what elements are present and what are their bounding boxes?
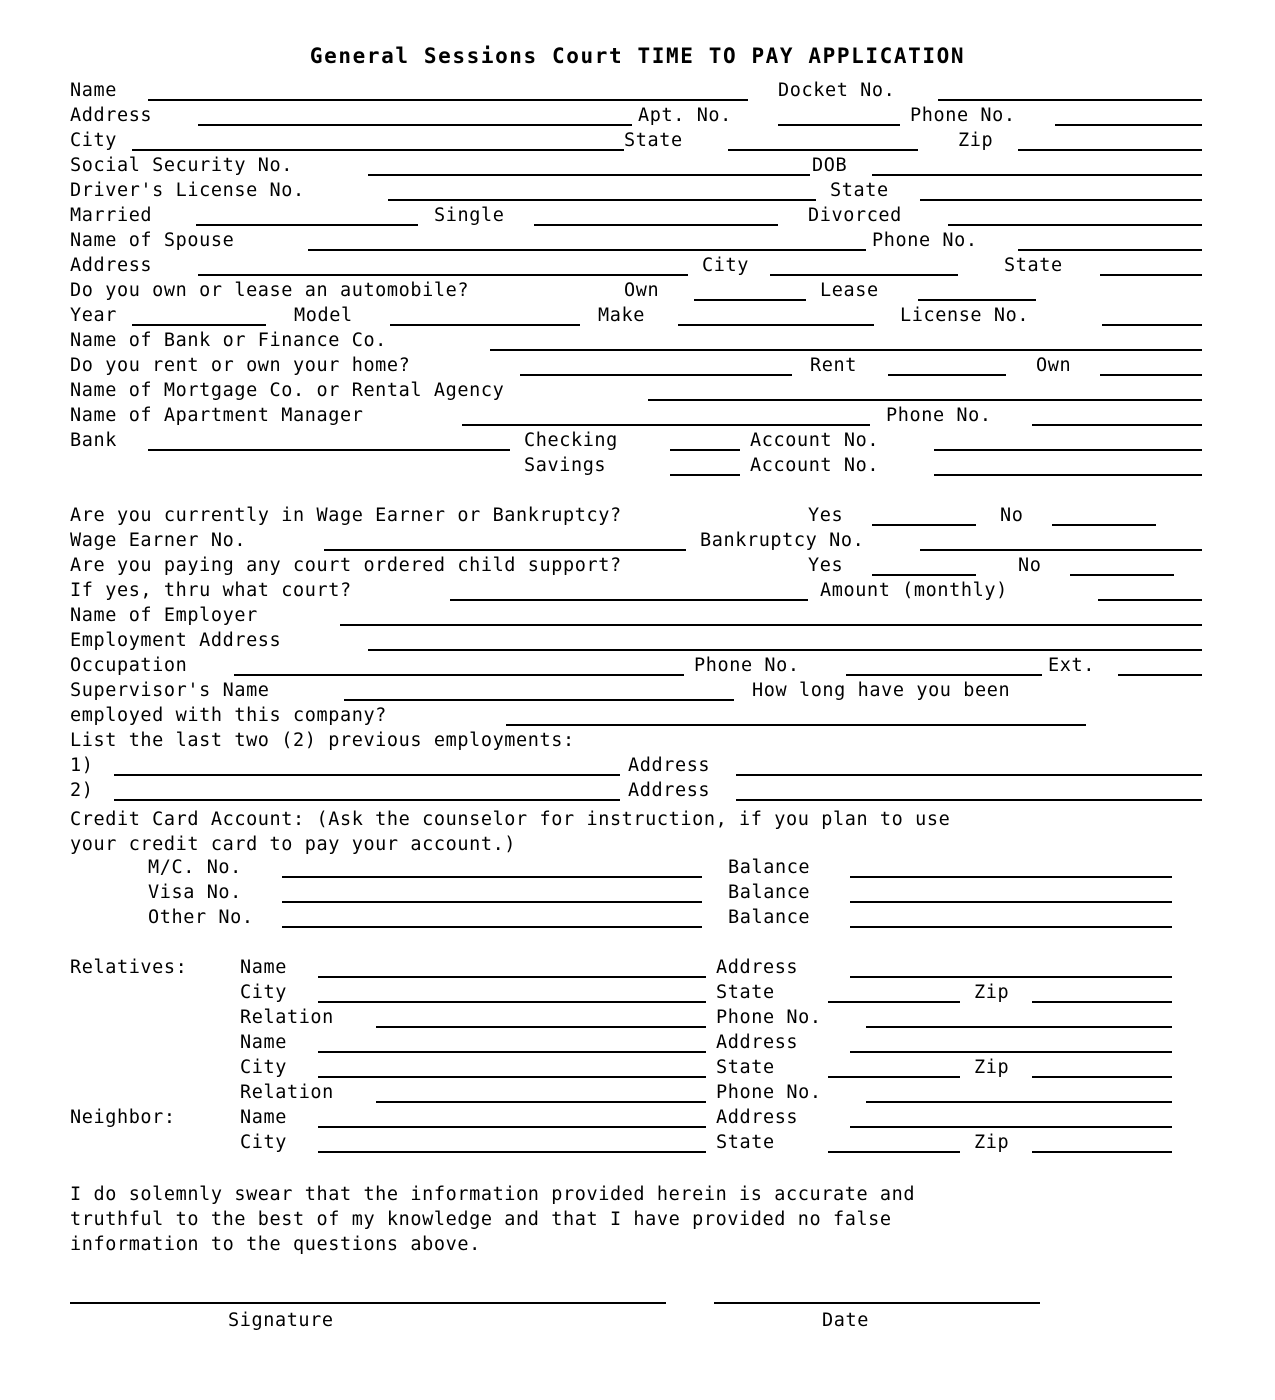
form-row-wage-earner-no <box>0 530 1275 555</box>
label-prev-employment-2-address: Address <box>628 780 711 801</box>
label-occupation-phone-no: Phone No. <box>694 655 800 676</box>
field-bank-or-finance-co[interactable] <box>490 349 1202 351</box>
label-relative-1-phone: Phone No. <box>716 1007 822 1028</box>
form-row-child-support-court <box>0 580 1275 605</box>
form-row-relative-2-name <box>0 1032 1275 1057</box>
field-amount-monthly[interactable] <box>1098 599 1202 601</box>
label-bankruptcy-no: Bankruptcy No. <box>700 530 865 551</box>
field-spouse-address[interactable] <box>198 274 688 276</box>
oath-line-1: I do solemnly swear that the information provided herein is accurate and <box>70 1184 916 1205</box>
field-employment-address[interactable] <box>368 649 1202 651</box>
label-prev-employment-2: 2) <box>70 780 94 801</box>
field-relative-2-name[interactable] <box>318 1051 706 1053</box>
label-drivers-license-no: Driver's License No. <box>70 180 305 201</box>
form-row-name <box>0 80 1275 105</box>
field-relative-2-phone[interactable] <box>866 1101 1172 1103</box>
field-wage-earner-no[interactable] <box>1052 524 1156 526</box>
label-if-yes-thru-what-court: If yes, thru what court? <box>70 580 352 601</box>
form-row-bank-savings <box>0 455 1275 480</box>
label-social-security-no: Social Security No. <box>70 155 294 176</box>
form-row-supervisor-name <box>0 680 1275 705</box>
field-relative-1-zip[interactable] <box>1032 1001 1172 1003</box>
label-neighbor-zip: Zip <box>974 1132 1010 1153</box>
field-occupation[interactable] <box>234 674 684 676</box>
label-account-no-savings: Account No. <box>750 455 880 476</box>
field-prev-employment-1-address[interactable] <box>736 774 1202 776</box>
label-spouse-phone-no: Phone No. <box>872 230 978 251</box>
label-relative-1-name: Name <box>240 957 287 978</box>
field-how-long-employed[interactable] <box>506 724 1086 726</box>
label-relative-2-zip: Zip <box>974 1057 1010 1078</box>
label-wage-earner-no-field: Wage Earner No. <box>70 530 247 551</box>
oath-line-2: truthful to the best of my knowledge and that I have provided no false <box>70 1209 892 1230</box>
form-row-marital-status <box>0 205 1275 230</box>
label-relative-1-state: State <box>716 982 775 1003</box>
label-address: Address <box>70 105 153 126</box>
form-row-neighbor-name <box>0 1107 1275 1132</box>
field-signature[interactable] <box>70 1302 666 1304</box>
label-city: City <box>70 130 117 151</box>
label-relative-2-state: State <box>716 1057 775 1078</box>
field-city[interactable] <box>132 149 624 151</box>
label-relatives: Relatives: <box>70 957 188 978</box>
field-neighbor-zip[interactable] <box>1032 1151 1172 1153</box>
field-relative-2-city[interactable] <box>318 1076 706 1078</box>
field-drivers-license-no[interactable] <box>388 199 816 201</box>
form-row-bank-finance-co <box>0 330 1275 355</box>
field-neighbor-city[interactable] <box>318 1151 706 1153</box>
label-relative-2-phone: Phone No. <box>716 1082 822 1103</box>
label-bank-or-finance-co: Name of Bank or Finance Co. <box>70 330 387 351</box>
field-relative-1-relation[interactable] <box>376 1026 706 1028</box>
label-mortgage-co: Name of Mortgage Co. or Rental Agency <box>70 380 505 401</box>
form-row-child-support-question <box>0 555 1275 580</box>
field-auto-lease[interactable] <box>918 299 1036 301</box>
field-year[interactable] <box>132 324 266 326</box>
form-row-spouse-name <box>0 230 1275 255</box>
field-date[interactable] <box>714 1302 1040 1304</box>
label-wage-earner-question: Are you currently in Wage Earner or Bankruptcy? <box>70 505 622 526</box>
label-prev-employment-1: 1) <box>70 755 94 776</box>
field-neighbor-address[interactable] <box>850 1126 1172 1128</box>
field-name-of-employer[interactable] <box>340 624 1202 626</box>
form-row-previous-employment-2 <box>0 780 1275 805</box>
field-relative-1-state[interactable] <box>828 1001 960 1003</box>
label-relative-1-relation: Relation <box>240 1007 334 1028</box>
form-row-apartment-manager <box>0 405 1275 430</box>
form-row-how-long-employed <box>0 705 1275 730</box>
label-child-support-question: Are you paying any court ordered child support? <box>70 555 622 576</box>
form-row-relative-2-relation <box>0 1082 1275 1107</box>
label-apt-no: Apt. No. <box>638 105 732 126</box>
field-mc-no[interactable] <box>282 876 702 878</box>
field-other-no[interactable] <box>282 926 702 928</box>
label-wage-earner-no: No <box>1000 505 1024 526</box>
form-row-neighbor-city <box>0 1132 1275 1157</box>
label-how-long-employed-part2: employed with this company? <box>70 705 387 726</box>
form-row-relative-2-city <box>0 1057 1275 1082</box>
field-license-no[interactable] <box>1102 324 1202 326</box>
label-how-long-employed-part1: How long have you been <box>752 680 1011 701</box>
field-rent-or-own[interactable] <box>520 374 792 376</box>
label-license-no: License No. <box>900 305 1030 326</box>
field-checking[interactable] <box>670 449 740 451</box>
form-row-other-card <box>0 907 1275 932</box>
field-name-of-spouse[interactable] <box>308 249 866 251</box>
field-docket-no[interactable] <box>938 99 1202 101</box>
field-zip[interactable] <box>1018 149 1202 151</box>
field-social-security-no[interactable] <box>368 174 810 176</box>
field-child-support-no[interactable] <box>1070 574 1174 576</box>
label-name-of-employer: Name of Employer <box>70 605 258 626</box>
form-row-bank-checking <box>0 430 1275 455</box>
credit-card-instruction-line-2: your credit card to pay your account.) <box>70 834 517 855</box>
form-row-relative-1-relation <box>0 1007 1275 1032</box>
label-docket-no: Docket No. <box>778 80 896 101</box>
label-neighbor: Neighbor: <box>70 1107 176 1128</box>
oath-line-3: information to the questions above. <box>70 1234 481 1255</box>
label-amount-monthly: Amount (monthly) <box>820 580 1008 601</box>
form-row-spouse-address <box>0 255 1275 280</box>
form-row-mastercard <box>0 857 1275 882</box>
field-divorced[interactable] <box>948 224 1202 226</box>
label-visa-no: Visa No. <box>148 882 242 903</box>
label-automobile-question: Do you own or lease an automobile? <box>70 280 470 301</box>
label-year: Year <box>70 305 117 326</box>
field-drivers-license-state[interactable] <box>920 199 1202 201</box>
form-row-previous-employment-1 <box>0 755 1275 780</box>
form-row-visa <box>0 882 1275 907</box>
form-row-rent-or-own <box>0 355 1275 380</box>
field-model[interactable] <box>390 324 580 326</box>
field-visa-no[interactable] <box>282 901 702 903</box>
label-relative-1-address: Address <box>716 957 799 978</box>
label-other-no: Other No. <box>148 907 254 928</box>
field-supervisors-name[interactable] <box>344 699 734 701</box>
label-rent: Rent <box>810 355 857 376</box>
field-single[interactable] <box>534 224 778 226</box>
field-apartment-manager[interactable] <box>462 424 870 426</box>
field-bank[interactable] <box>148 449 510 451</box>
form-row-address <box>0 105 1275 130</box>
label-neighbor-city: City <box>240 1132 287 1153</box>
label-supervisors-name: Supervisor's Name <box>70 680 270 701</box>
label-phone-no: Phone No. <box>910 105 1016 126</box>
label-visa-balance: Balance <box>728 882 811 903</box>
field-relative-2-address[interactable] <box>850 1051 1172 1053</box>
label-checking: Checking <box>524 430 618 451</box>
label-spouse-state: State <box>1004 255 1063 276</box>
label-savings: Savings <box>524 455 607 476</box>
field-mc-balance[interactable] <box>850 876 1172 878</box>
form-row-relative-1-name <box>0 957 1275 982</box>
field-own-home[interactable] <box>1100 374 1202 376</box>
form-row-wage-earner-question <box>0 505 1275 530</box>
label-neighbor-name: Name <box>240 1107 287 1128</box>
label-apartment-manager: Name of Apartment Manager <box>70 405 364 426</box>
label-relative-1-zip: Zip <box>974 982 1010 1003</box>
field-mortgage-co[interactable] <box>648 399 1202 401</box>
field-rent[interactable] <box>888 374 1006 376</box>
form-row-employer-name <box>0 605 1275 630</box>
label-relative-2-relation: Relation <box>240 1082 334 1103</box>
field-apartment-manager-phone[interactable] <box>1032 424 1202 426</box>
label-ext: Ext. <box>1048 655 1095 676</box>
field-spouse-phone-no[interactable] <box>1018 249 1202 251</box>
label-other-balance: Balance <box>728 907 811 928</box>
label-child-support-yes: Yes <box>808 555 844 576</box>
form-row-relative-1-city <box>0 982 1275 1007</box>
field-prev-employment-1[interactable] <box>114 774 620 776</box>
caption-date: Date <box>822 1310 869 1331</box>
field-prev-employment-2[interactable] <box>114 799 620 801</box>
caption-signature: Signature <box>228 1310 334 1331</box>
label-model: Model <box>294 305 353 326</box>
label-relative-2-address: Address <box>716 1032 799 1053</box>
label-relative-1-city: City <box>240 982 287 1003</box>
field-wage-earner-yes[interactable] <box>872 524 976 526</box>
label-neighbor-state: State <box>716 1132 775 1153</box>
field-account-no-savings[interactable] <box>934 474 1202 476</box>
form-row-city <box>0 130 1275 155</box>
label-apartment-manager-phone: Phone No. <box>886 405 992 426</box>
label-divorced: Divorced <box>808 205 902 226</box>
field-child-support-court[interactable] <box>450 599 808 601</box>
label-auto-lease: Lease <box>820 280 879 301</box>
label-dob: DOB <box>812 155 848 176</box>
credit-card-instruction-line-1: Credit Card Account: (Ask the counselor for instruction, if you plan to use <box>70 809 951 830</box>
label-single: Single <box>434 205 505 226</box>
field-neighbor-name[interactable] <box>318 1126 706 1128</box>
label-zip: Zip <box>958 130 994 151</box>
form-row-automobile-question <box>0 280 1275 305</box>
label-name: Name <box>70 80 117 101</box>
label-make: Make <box>598 305 645 326</box>
field-name[interactable] <box>148 99 748 101</box>
field-prev-employment-2-address[interactable] <box>736 799 1202 801</box>
label-occupation: Occupation <box>70 655 188 676</box>
label-state: State <box>624 130 683 151</box>
field-apt-no[interactable] <box>778 124 900 126</box>
label-child-support-no: No <box>1018 555 1042 576</box>
field-phone-no[interactable] <box>1055 124 1202 126</box>
field-relative-1-address[interactable] <box>850 976 1172 978</box>
form-row-ssn <box>0 155 1275 180</box>
field-bankruptcy-no[interactable] <box>920 549 1202 551</box>
field-make[interactable] <box>678 324 874 326</box>
label-employment-address: Employment Address <box>70 630 282 651</box>
field-married[interactable] <box>196 224 418 226</box>
label-neighbor-address: Address <box>716 1107 799 1128</box>
field-occupation-phone-no[interactable] <box>846 674 1042 676</box>
field-ext[interactable] <box>1118 674 1202 676</box>
label-mc-no: M/C. No. <box>148 857 242 878</box>
field-spouse-city[interactable] <box>770 274 958 276</box>
field-relative-1-phone[interactable] <box>866 1026 1172 1028</box>
label-relative-2-city: City <box>240 1057 287 1078</box>
field-state[interactable] <box>728 149 918 151</box>
label-mc-balance: Balance <box>728 857 811 878</box>
form-row-previous-employments-heading <box>0 730 1275 755</box>
field-relative-2-zip[interactable] <box>1032 1076 1172 1078</box>
label-wage-earner-yes: Yes <box>808 505 844 526</box>
label-prev-employment-1-address: Address <box>628 755 711 776</box>
label-bank: Bank <box>70 430 117 451</box>
form-row-mortgage-co <box>0 380 1275 405</box>
label-auto-own: Own <box>624 280 660 301</box>
form-row-vehicle-details <box>0 305 1275 330</box>
field-child-support-yes[interactable] <box>872 574 976 576</box>
label-drivers-license-state: State <box>830 180 889 201</box>
label-previous-employments: List the last two (2) previous employments: <box>70 730 575 751</box>
page-title: General Sessions Court TIME TO PAY APPLICATION <box>309 44 966 68</box>
field-relative-1-city[interactable] <box>318 1001 706 1003</box>
field-other-balance[interactable] <box>850 926 1172 928</box>
field-relative-1-name[interactable] <box>318 976 706 978</box>
label-married: Married <box>70 205 153 226</box>
field-visa-balance[interactable] <box>850 901 1172 903</box>
label-account-no-checking: Account No. <box>750 430 880 451</box>
label-own-home: Own <box>1036 355 1072 376</box>
label-spouse-city: City <box>702 255 749 276</box>
field-neighbor-state[interactable] <box>828 1151 960 1153</box>
field-relative-2-state[interactable] <box>828 1076 960 1078</box>
field-auto-own[interactable] <box>694 299 806 301</box>
field-savings[interactable] <box>670 474 740 476</box>
field-relative-2-relation[interactable] <box>376 1101 706 1103</box>
label-relative-2-name: Name <box>240 1032 287 1053</box>
field-address[interactable] <box>198 124 632 126</box>
form-row-drivers-license <box>0 180 1275 205</box>
label-rent-or-own-question: Do you rent or own your home? <box>70 355 411 376</box>
field-spouse-state[interactable] <box>1100 274 1202 276</box>
form-row-occupation <box>0 655 1275 680</box>
field-account-no-checking[interactable] <box>934 449 1202 451</box>
field-dob[interactable] <box>872 174 1202 176</box>
label-name-of-spouse: Name of Spouse <box>70 230 235 251</box>
label-spouse-address: Address <box>70 255 153 276</box>
form-row-employment-address <box>0 630 1275 655</box>
field-wage-earner-number[interactable] <box>324 549 686 551</box>
